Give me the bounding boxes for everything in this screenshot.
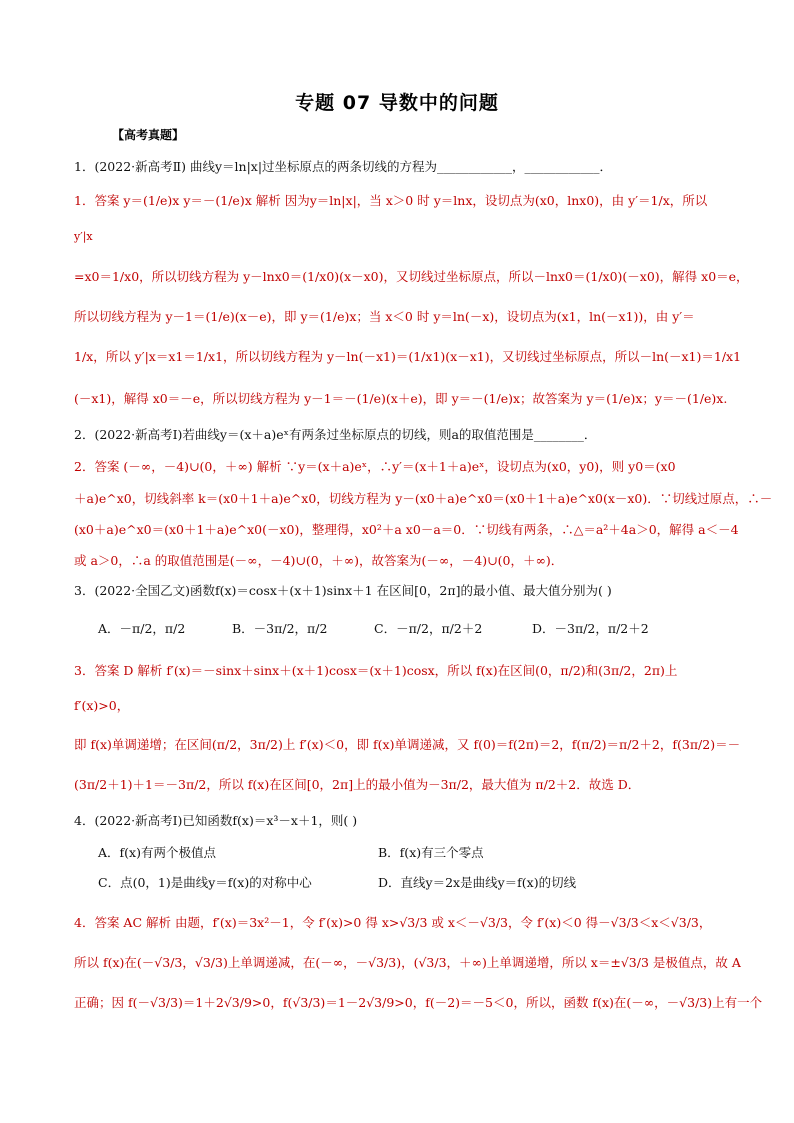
option-b: B．－3π/2，π/2: [232, 621, 328, 636]
option-a: A．－π/2，π/2: [98, 621, 186, 636]
option-b: B．f(x)有三个零点: [378, 845, 484, 860]
solution-1-line: 1/x，所以 y′|x＝x1＝1/x1，所以切线方程为 y－ln(－x1)＝(1/x1)(x－x1)，又切线过坐标原点，所以－ln(－x1)＝1/x1: [74, 349, 742, 364]
question-1-stem: 1．(2022·新高考Ⅱ) 曲线y＝ln|x|过坐标原点的两条切线的方程为____________，____________．: [74, 159, 613, 174]
option-d: D．直线y＝2x是曲线y＝f(x)的切线: [378, 875, 577, 890]
option-c: C．点(0，1)是曲线y＝f(x)的对称中心: [98, 875, 312, 890]
solution-4-line: 正确；因 f(－√3/3)＝1＋2√3/9>0，f(√3/3)＝1－2√3/9>0，f(－2)＝－5＜0，所以，函数 f(x)在(－∞，－√3/3)上有一个: [74, 995, 763, 1010]
solution-1-line: y′|x: [74, 230, 93, 243]
solution-1-line: 所以切线方程为 y－1＝(1/e)(x－e)，即 y＝(1/e)x；当 x＜0 时 y＝ln(－x)，设切点为(x1，ln(－x1))，由 y′＝: [74, 309, 695, 324]
solution-2-line: (x0＋a)e^x0＝(x0＋1＋a)e^x0(－x0)，整理得，x0²＋a x0－a＝0．∵切线有两条，∴△＝a²＋4a＞0，解得 a＜－4: [74, 522, 739, 537]
solution-4-line: 4．答案 AC 解析 由题，f′(x)＝3x²－1，令 f′(x)>0 得 x>√3/3 或 x＜－√3/3，令 f′(x)＜0 得－√3/3＜x＜√3/3，: [74, 915, 712, 930]
question-3-stem: 3．(2022·全国乙文)函数f(x)＝cosx＋(x＋1)sinx＋1 在区间[0，2π]的最小值、最大值分别为( ): [74, 583, 612, 598]
question-4-stem: 4．(2022·新高考Ⅰ)已知函数f(x)＝x³－x＋1，则( ): [74, 813, 358, 828]
solution-4-line: 所以 f(x)在(－√3/3，√3/3)上单调递减，在(－∞，－√3/3)，(√3/3，＋∞)上单调递增，所以 x＝±√3/3 是极值点，故 A: [74, 955, 741, 970]
solution-3-line: (3π/2＋1)＋1＝－3π/2，所以 f(x)在区间[0，2π]上的最小值为－3π/2，最大值为 π/2＋2．故选 D．: [74, 777, 641, 792]
solution-1-line: (－x1)，解得 x0＝－e，所以切线方程为 y－1＝－(1/e)(x＋e)，即 y＝－(1/e)x；故答案为 y＝(1/e)x；y＝－(1/e)x.: [74, 391, 728, 406]
option-d: D．－3π/2，π/2＋2: [532, 621, 649, 636]
solution-3-line: f′(x)>0，: [74, 698, 130, 713]
solution-1-line: 1．答案 y＝(1/e)x y＝－(1/e)x 解析 因为y＝ln|x|，当 x＞0 时 y＝lnx，设切点为(x0，lnx0)，由 y′＝1/x，所以: [74, 193, 708, 208]
solution-1-line: =x0＝1/x0，所以切线方程为 y－lnx0＝(1/x0)(x－x0)，又切线过坐标原点，所以－lnx0＝(1/x0)(－x0)，解得 x0＝e，: [74, 269, 749, 284]
solution-2-line: 2．答案 (－∞，－4)∪(0，＋∞) 解析 ∵y＝(x＋a)eˣ，∴y′＝(x＋1＋a)eˣ，设切点为(x0，y0)，则 y0＝(x0: [74, 459, 676, 474]
solution-3-line: 即 f(x)单调递增；在区间(π/2，3π/2)上 f′(x)＜0，即 f(x)单调递减，又 f(0)＝f(2π)＝2，f(π/2)＝π/2＋2，f(3π/2)＝－: [74, 737, 741, 752]
option-a: A．f(x)有两个极值点: [98, 845, 216, 860]
option-c: C．－π/2，π/2＋2: [374, 621, 483, 636]
section-heading: 【高考真题】: [112, 128, 185, 142]
solution-3-line: 3．答案 D 解析 f′(x)＝－sinx＋sinx＋(x＋1)cosx＝(x＋1)cosx，所以 f(x)在区间(0，π/2)和(3π/2，2π)上: [74, 663, 678, 678]
solution-2-line: ＋a)e^x0，切线斜率 k＝(x0＋1＋a)e^x0，切线方程为 y－(x0＋a)e^x0＝(x0＋1＋a)e^x0(x－x0)．∵切线过原点，∴－: [74, 491, 773, 506]
solution-2-line: 或 a＞0，∴a 的取值范围是(－∞，－4)∪(0，＋∞)，故答案为(－∞，－4)∪(0，＋∞)．: [74, 553, 564, 568]
document-title: 专题 07 导数中的问题: [295, 92, 499, 114]
question-2-stem: 2．(2022·新高考Ⅰ)若曲线y＝(x＋a)eˣ有两条过坐标原点的切线，则a的取值范围是________．: [74, 427, 597, 442]
